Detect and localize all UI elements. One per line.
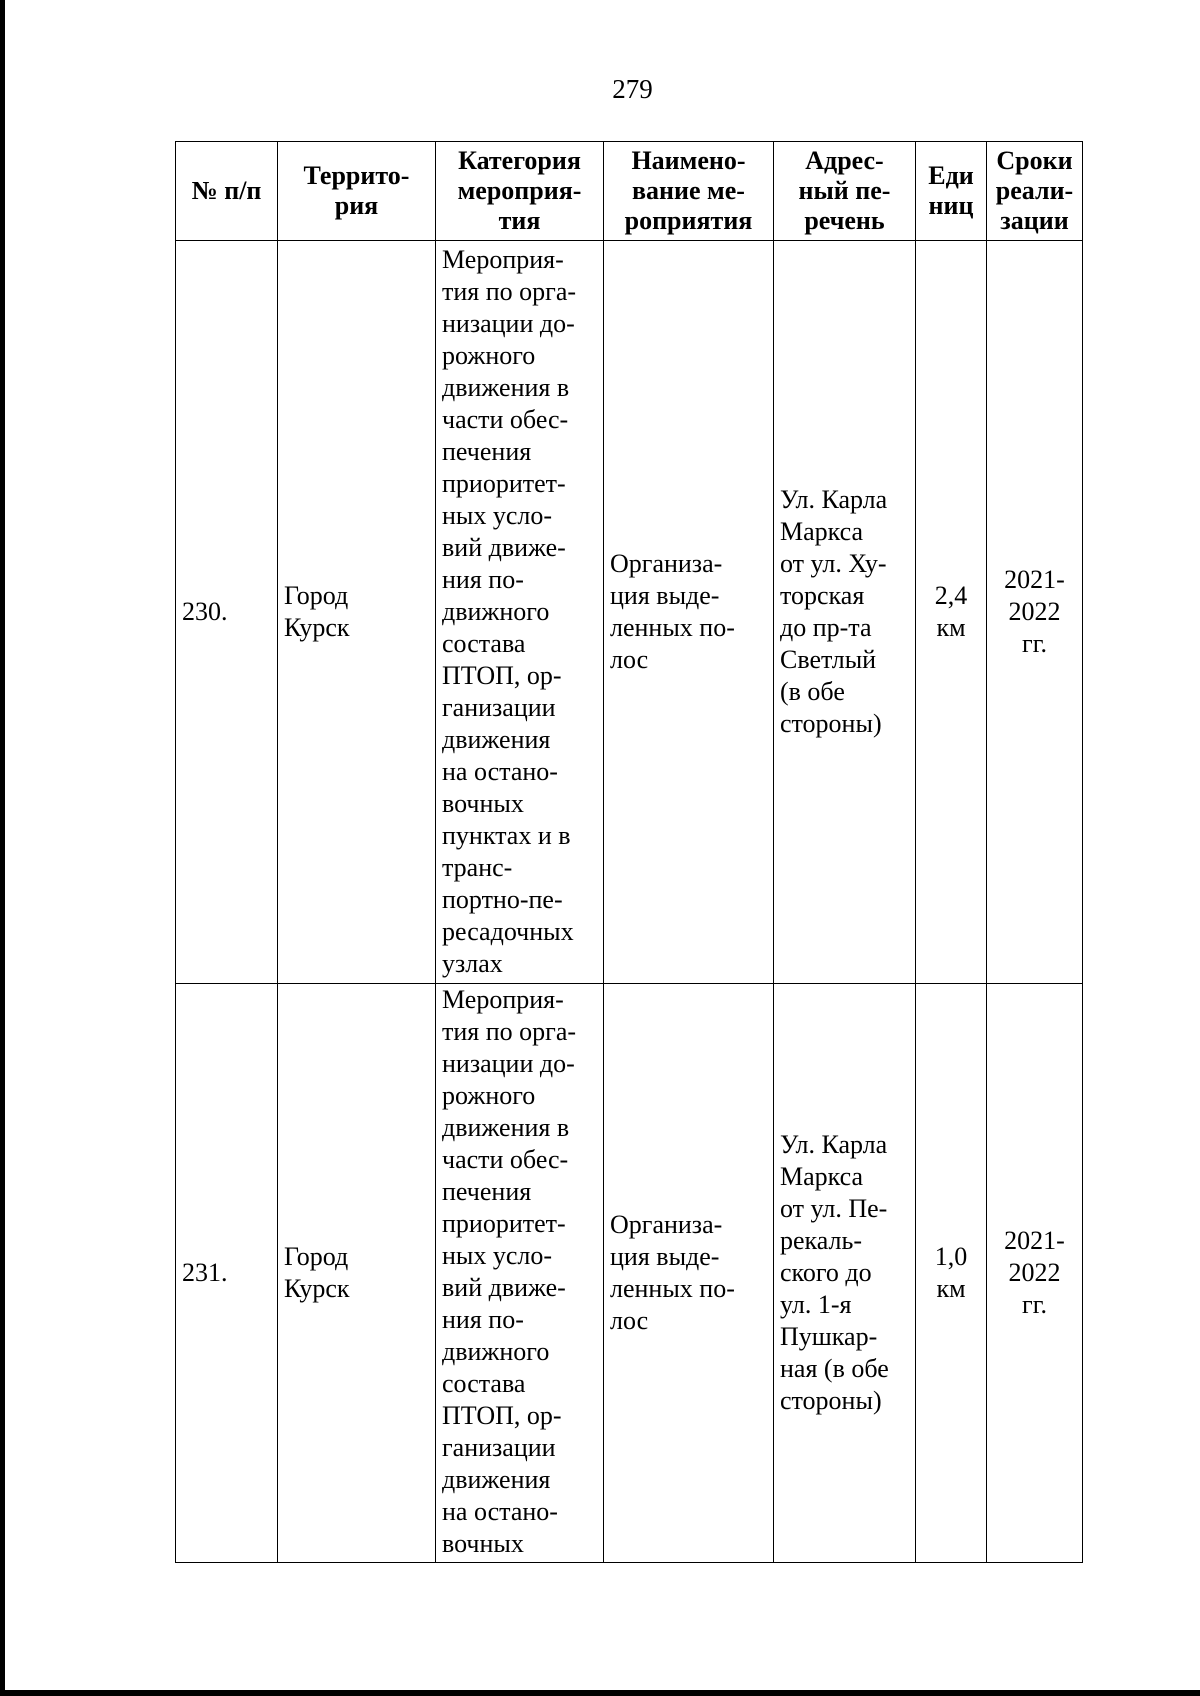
row-num: 231.: [176, 984, 278, 1563]
header-term: Сроки реали- зации: [987, 142, 1083, 241]
row-unit: 2,4 км: [916, 241, 987, 984]
header-unit: Еди ниц: [916, 142, 987, 241]
header-category: Категория мероприя- тия: [436, 142, 604, 241]
table-row: [176, 984, 1083, 1563]
row-measure-name: Организа- ция выде- ленных по- лос: [604, 241, 774, 984]
row-territory: Город Курск: [278, 241, 436, 984]
row-category: Мероприя- тия по орга- низации до- рожного движения в части обес- печения приоритет- ных усло- вий движе- ния по- движного состава ПТОП, ор- ганизации движения на остано- вочных пунктах и в транс- портно-пе- ресадочных узлах: [436, 241, 604, 984]
row-territory: Город Курск: [278, 984, 436, 1563]
header-territory: Террито- рия: [278, 142, 436, 241]
measures-table: [175, 141, 1083, 1563]
header-address: Адрес- ный пе- речень: [774, 142, 916, 241]
row-address: Ул. Карла Маркса от ул. Ху- торская до пр-та Светлый (в обе стороны): [774, 241, 916, 984]
header-name: Наимено- вание ме- роприятия: [604, 142, 774, 241]
page-number: 279: [612, 74, 653, 104]
header-num: № п/п: [176, 142, 278, 241]
scan-border-bottom: [0, 1690, 1200, 1696]
table-row: [176, 241, 1083, 984]
table-header-row: [176, 142, 1083, 241]
row-category: Мероприя- тия по орга- низации до- рожного движения в части обес- печения приоритет- ных усло- вий движе- ния по- движного состава ПТОП, ор- ганизации движения на остано- вочных: [436, 984, 604, 1563]
row-term: 2021- 2022 гг.: [987, 241, 1083, 984]
row-measure-name: Организа- ция выде- ленных по- лос: [604, 984, 774, 1563]
row-address: Ул. Карла Маркса от ул. Пе- рекаль- ского до ул. 1-я Пушкар- ная (в обе стороны): [774, 984, 916, 1563]
scan-border-left: [0, 0, 5, 1696]
row-num: 230.: [176, 241, 278, 984]
row-unit: 1,0 км: [916, 984, 987, 1563]
row-term: 2021- 2022 гг.: [987, 984, 1083, 1563]
